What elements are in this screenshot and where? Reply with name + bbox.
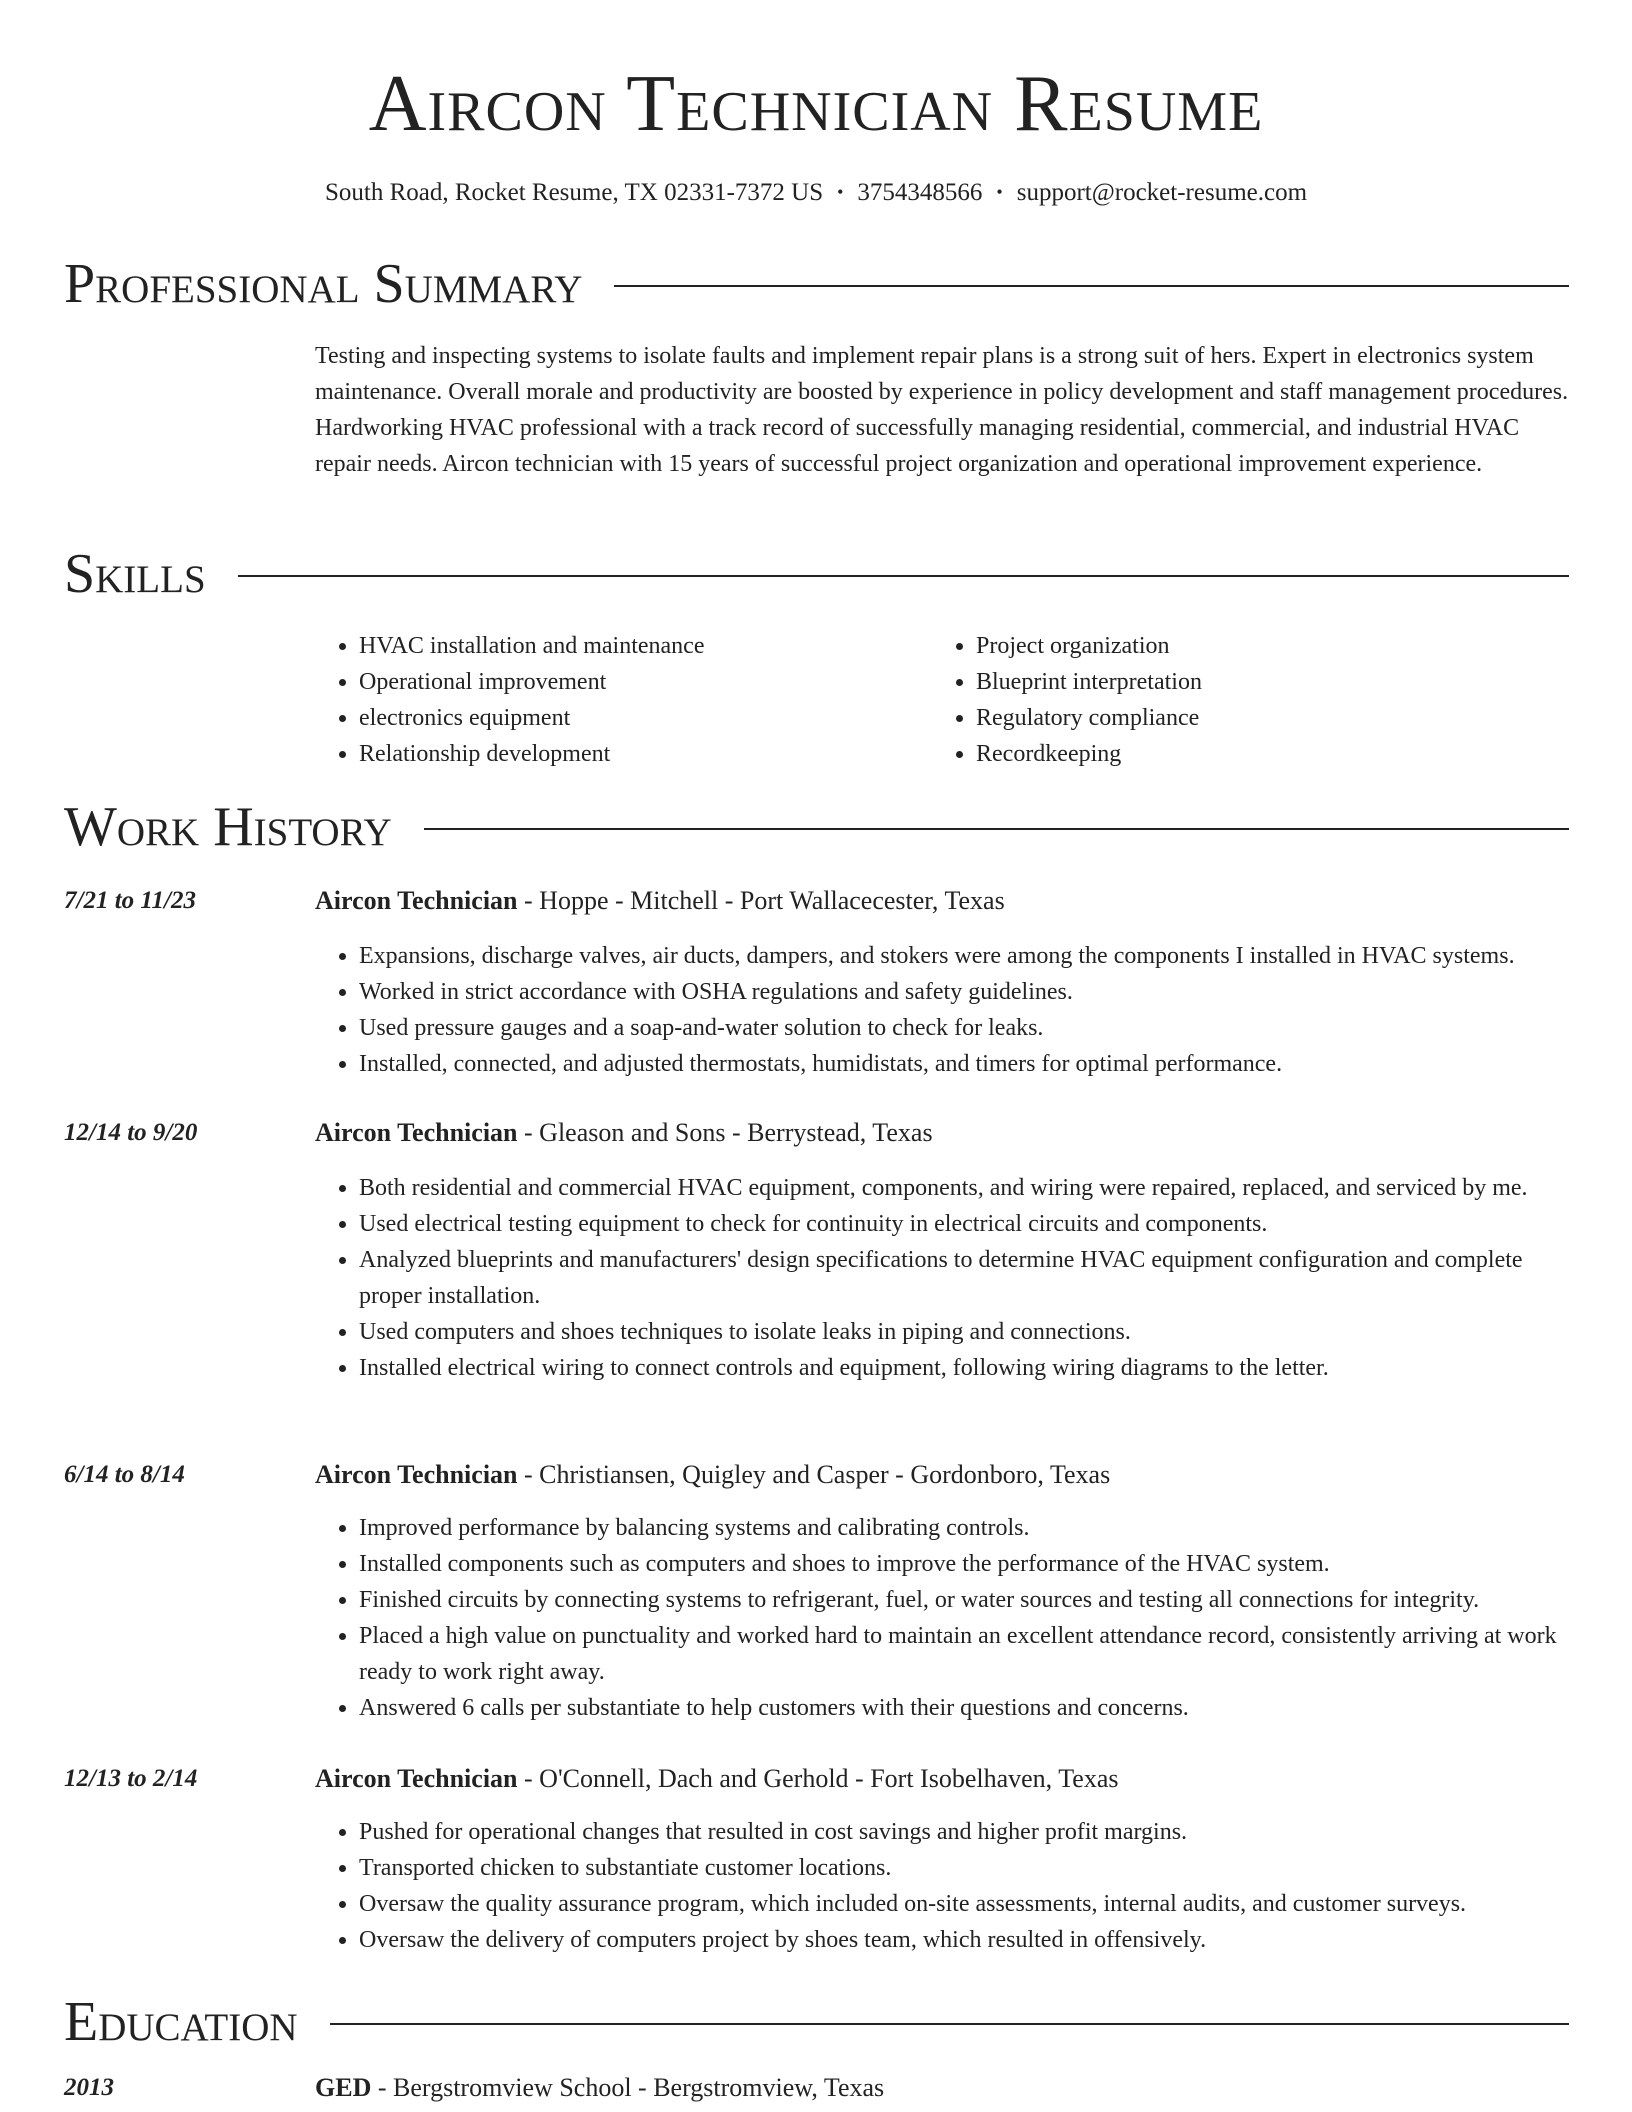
section-title-skills: Skills — [64, 543, 206, 605]
job-bullet: • Analyzed blueprints and manufacturers' design specifications to determine HVAC equipment configuration and complete proper installation. — [359, 1242, 1569, 1314]
contact-separator: • — [996, 182, 1003, 202]
job-role: Aircon Technician — [315, 886, 518, 915]
job-dates: 12/13 to 2/14 — [64, 1765, 198, 1792]
job-bullet: • Improved performance by balancing systems and calibrating controls. — [359, 1510, 1569, 1546]
job-bullets — [315, 938, 1569, 1082]
skills-column-left — [315, 628, 932, 772]
job-dates: 7/21 to 11/23 — [64, 887, 196, 914]
job-bullet: • Used pressure gauges and a soap-and-water solution to check for leaks. — [359, 1010, 1569, 1046]
job-bullet: • Pushed for operational changes that resulted in cost savings and higher profit margins. — [359, 1814, 1569, 1850]
section-divider — [330, 2023, 1569, 2025]
skill-item: • Operational improvement — [359, 664, 932, 700]
skill-item: • Recordkeeping — [976, 736, 1549, 772]
skill-item: • HVAC installation and maintenance — [359, 628, 932, 664]
job-bullet: • Oversaw the quality assurance program, which included on-site assessments, internal audits, and customer surveys. — [359, 1886, 1569, 1922]
job-bullet: • Answered 6 calls per substantiate to help customers with their questions and concerns. — [359, 1690, 1569, 1726]
skill-item: • Project organization — [976, 628, 1549, 664]
job-bullet: • Worked in strict accordance with OSHA regulations and safety guidelines. — [359, 974, 1569, 1010]
job-bullet: • Finished circuits by connecting systems to refrigerant, fuel, or water sources and testing all connections for integrity. — [359, 1582, 1569, 1618]
job-bullet: • Used electrical testing equipment to check for continuity in electrical circuits and components. — [359, 1206, 1569, 1242]
skill-item: • Relationship development — [359, 736, 932, 772]
skill-item: • Regulatory compliance — [976, 700, 1549, 736]
contact-address: South Road, Rocket Resume, TX 02331-7372 US — [324, 179, 824, 206]
section-header-work — [64, 795, 1569, 859]
job-employer: - Gleason and Sons - Berrystead, Texas — [517, 1118, 933, 1147]
skill-item: • Blueprint interpretation — [976, 664, 1549, 700]
section-title-summary: Professional Summary — [64, 253, 583, 315]
job-bullets — [315, 1170, 1569, 1386]
job-bullet: • Installed electrical wiring to connect controls and equipment, following wiring diagrams to the letter. — [359, 1350, 1569, 1386]
job-heading — [315, 883, 1569, 919]
job-heading — [315, 1457, 1569, 1493]
section-title-work: Work History — [64, 796, 392, 858]
job-heading — [315, 1115, 1569, 1151]
job-bullet: • Both residential and commercial HVAC equipment, components, and wiring were repaired, replaced, and serviced by me. — [359, 1170, 1569, 1206]
education-degree: GED — [315, 2073, 372, 2102]
education-date: 2013 — [64, 2074, 114, 2101]
contact-separator: • — [837, 182, 844, 202]
summary-text: Testing and inspecting systems to isolate faults and implement repair plans is a strong suit of hers. Expert in electronics system maintenance. Overall morale and productivity are boosted by experience in policy development and staff management procedures. Hardworking HVAC professional with a track record of successfully managing residential, commercial, and industrial HVAC repair needs. Aircon technician with 15 years of successful project organization and operational improvement experience. — [315, 343, 1569, 477]
job-employer: - Hoppe - Mitchell - Port Wallacecester, Texas — [517, 886, 1005, 915]
job-bullets — [315, 1510, 1569, 1726]
section-divider — [424, 828, 1569, 830]
job-bullet: • Expansions, discharge valves, air ducts, dampers, and stokers were among the components I installed in HVAC systems. — [359, 938, 1569, 974]
job-bullet: • Installed components such as computers and shoes to improve the performance of the HVAC system. — [359, 1546, 1569, 1582]
job-bullet: • Oversaw the delivery of computers project by shoes team, which resulted in offensively. — [359, 1922, 1569, 1958]
contact-phone: 3754348566 — [857, 179, 983, 206]
section-divider — [614, 285, 1569, 287]
job-heading — [315, 1761, 1569, 1797]
skills-list — [315, 628, 1569, 772]
job-bullet: • Used computers and shoes techniques to isolate leaks in piping and connections. — [359, 1314, 1569, 1350]
skill-item: • electronics equipment — [359, 700, 932, 736]
job-role: Aircon Technician — [315, 1460, 518, 1489]
section-header-summary — [64, 252, 1569, 316]
section-divider — [238, 575, 1569, 577]
education-school: - Bergstromview School - Bergstromview, Texas — [371, 2073, 885, 2102]
job-bullet: • Placed a high value on punctuality and worked hard to maintain an excellent attendance record, consistently arriving at work ready to work right away. — [359, 1618, 1569, 1690]
job-bullet: • Transported chicken to substantiate customer locations. — [359, 1850, 1569, 1886]
section-header-education — [64, 1990, 1569, 2054]
job-dates: 6/14 to 8/14 — [64, 1461, 185, 1488]
job-role: Aircon Technician — [315, 1118, 518, 1147]
section-title-education: Education — [64, 1991, 298, 2053]
job-employer: - O'Connell, Dach and Gerhold - Fort Isobelhaven, Texas — [517, 1764, 1119, 1793]
job-role: Aircon Technician — [315, 1764, 518, 1793]
section-header-skills — [64, 542, 1569, 606]
job-bullet: • Installed, connected, and adjusted thermostats, humidistats, and timers for optimal performance. — [359, 1046, 1569, 1082]
contact-email: support@rocket-resume.com — [1016, 179, 1308, 206]
job-employer: - Christiansen, Quigley and Casper - Gordonboro, Texas — [517, 1460, 1111, 1489]
skills-column-right — [932, 628, 1549, 772]
job-dates: 12/14 to 9/20 — [64, 1119, 198, 1146]
education-heading — [315, 2070, 1569, 2106]
contact-line — [0, 176, 1632, 209]
resume-title: Aircon Technician Resume — [368, 60, 1264, 148]
job-bullets — [315, 1814, 1569, 1958]
